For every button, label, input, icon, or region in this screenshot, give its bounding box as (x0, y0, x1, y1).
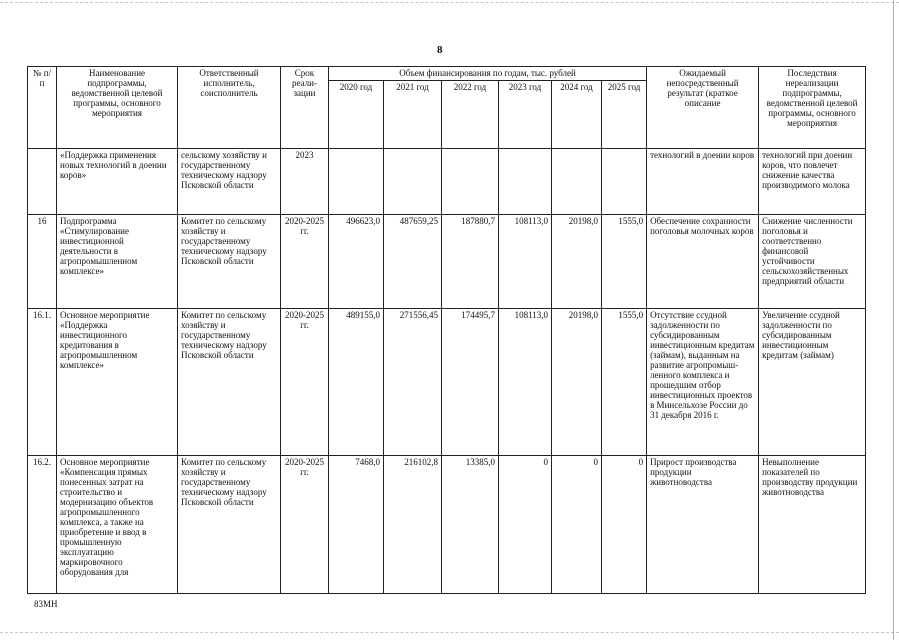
row-term: 2023 (281, 149, 329, 215)
header-responsible: Ответственный исполнитель, соисполнитель (178, 67, 281, 149)
scan-edge-top (0, 2, 899, 3)
header-num: № п/п (28, 67, 57, 149)
row-value-2024 (552, 149, 602, 215)
row-consequences: Увеличение ссудной задолженности по субсидированным инвестиционным кредитам (займам) (759, 309, 866, 456)
table-row (28, 309, 866, 456)
row-value-2021: 271556,45 (384, 309, 442, 456)
row-value-2021: 216102,8 (384, 456, 442, 594)
row-value-2020: 7468,0 (329, 456, 384, 594)
header-year: 2024 год (552, 81, 602, 149)
row-expected: технологий в доении коров (647, 149, 759, 215)
table-row (28, 215, 866, 309)
row-value-2022: 174495,7 (442, 309, 499, 456)
row-value-2022 (442, 149, 499, 215)
row-name: Основное мероприятие «Компенсация прямых понесенных затрат на строительство и модернизацию объектов агропромышленного комплекса, а также на приобретение и ввод в промышленную эксплуатацию маркировочного оборудования для (57, 456, 178, 594)
table-row (28, 456, 866, 594)
page-number: 8 (437, 44, 443, 56)
row-term: 2020-2025 гг. (281, 309, 329, 456)
row-num (28, 149, 57, 215)
row-value-2021 (384, 149, 442, 215)
row-num: 16.2. (28, 456, 57, 594)
row-name: Основное мероприятие «Поддержка инвестиционного кредитования в агропромышленном комплексе» (57, 309, 178, 456)
row-term: 2020-2025 гг. (281, 215, 329, 309)
row-value-2023: 0 (499, 456, 552, 594)
row-consequences: Снижение численности поголовья и соответственно финансовой устойчивости сельскохозяйственных предприятий области (759, 215, 866, 309)
row-responsible: Комитет по сельскому хозяйству и государственному техническому надзору Псковской области (178, 456, 281, 594)
row-value-2024: 0 (552, 456, 602, 594)
row-value-2023: 108113,0 (499, 309, 552, 456)
row-num: 16.1. (28, 309, 57, 456)
footer-code: 83МН (34, 599, 58, 609)
header-year: 2020 год (329, 81, 384, 149)
row-consequences: Невыполнение показателей по производству продукции животноводства (759, 456, 866, 594)
row-value-2025: 0 (602, 456, 647, 594)
row-name: «Поддержка применения новых технологий в доении коров» (57, 149, 178, 215)
row-value-2020 (329, 149, 384, 215)
row-value-2021: 487659,25 (384, 215, 442, 309)
scan-edge-bottom (0, 632, 899, 633)
row-value-2022: 13385,0 (442, 456, 499, 594)
row-name: Подпрограмма «Стимулирование инвестиционной деятельности в агропромышленном комплексе» (57, 215, 178, 309)
header-row-1 (28, 67, 866, 81)
row-responsible: сельскому хозяйству и государственному техническому надзору Псковской области (178, 149, 281, 215)
row-value-2024: 20198,0 (552, 215, 602, 309)
header-term: Срок реали-зации (281, 67, 329, 149)
financing-table (27, 66, 866, 594)
header-name: Наименование подпрограммы, ведомственной целевой программы, основного мероприятия (57, 67, 178, 149)
row-value-2023: 108113,0 (499, 215, 552, 309)
header-year: 2025 год (602, 81, 647, 149)
table-row (28, 149, 866, 215)
row-term: 2020-2025 гг. (281, 456, 329, 594)
header-year: 2023 год (499, 81, 552, 149)
row-value-2020: 496623,0 (329, 215, 384, 309)
row-value-2025: 1555,0 (602, 309, 647, 456)
row-value-2020: 489155,0 (329, 309, 384, 456)
header-consequences: Последствия нереализации подпрограммы, ведомственной целевой программы, основного мероприятия (759, 67, 866, 149)
row-value-2025 (602, 149, 647, 215)
header-financing: Объем финансирования по годам, тыс. рублей (329, 67, 647, 81)
header-year: 2022 год (442, 81, 499, 149)
row-expected: Отсутствие ссудной задолженности по субсидированным инвестиционным кредитам (займам), выданным на развитие агропромыш-ленного комплекса и прошедшим отбор инвестиционных проектов в Минсельхозе России до 31 декабря 2016 г. (647, 309, 759, 456)
row-value-2022: 187880,7 (442, 215, 499, 309)
row-responsible: Комитет по сельскому хозяйству и государственному техническому надзору Псковской области (178, 215, 281, 309)
row-value-2025: 1555,0 (602, 215, 647, 309)
row-num: 16 (28, 215, 57, 309)
row-responsible: Комитет по сельскому хозяйству и государственному техническому надзору Псковской области (178, 309, 281, 456)
scan-edge-right (893, 0, 894, 640)
header-year: 2021 год (384, 81, 442, 149)
row-value-2024: 20198,0 (552, 309, 602, 456)
row-expected: Обеспечение сохранности поголовья молочных коров (647, 215, 759, 309)
row-expected: Прирост производства продукции животноводства (647, 456, 759, 594)
row-consequences: технологий при доении коров, что повлечет снижение качества производимого молока (759, 149, 866, 215)
row-value-2023 (499, 149, 552, 215)
header-expected: Ожидаемый непосредственный результат (краткое описание (647, 67, 759, 149)
